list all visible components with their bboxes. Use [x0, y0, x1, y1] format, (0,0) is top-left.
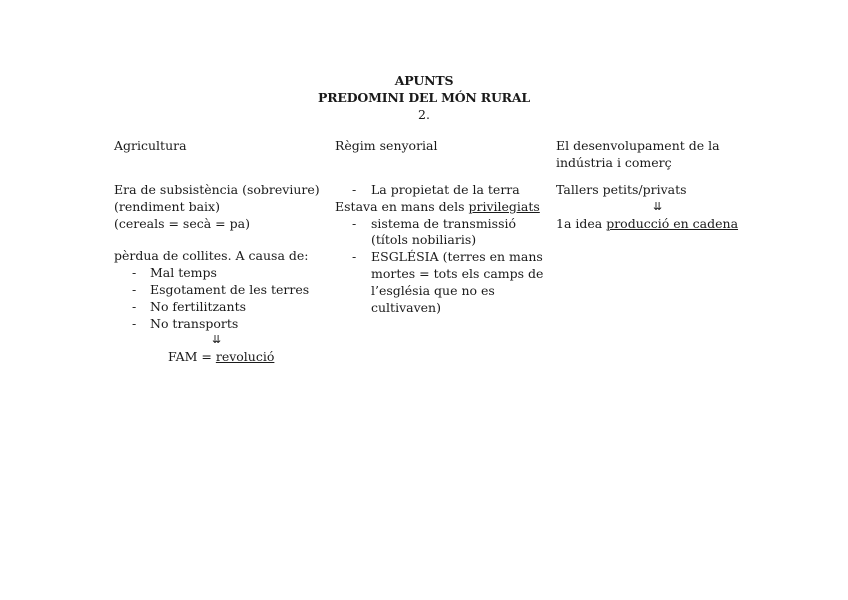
list-item-line: ESGLÉSIA (terres en mans: [371, 249, 543, 265]
column-heading: Agricultura: [114, 138, 187, 153]
list-item: [335, 249, 550, 316]
underlined-term: producció en cadena: [606, 215, 739, 231]
text-line: pèrdua de collites. A causa de:: [114, 248, 309, 264]
double-down-arrow-icon: ⇊: [653, 199, 663, 213]
text-line: Tallers petits/privats: [556, 182, 687, 197]
list-item-text: No fertilitzants: [150, 298, 247, 314]
text-line: [335, 199, 550, 216]
text-prefix: 1a idea: [556, 215, 607, 231]
bullet-dash: -: [132, 315, 137, 331]
list-item-line: sistema de transmissió: [371, 215, 517, 231]
column-regim-senyorial: [335, 138, 550, 316]
list-item: [335, 216, 550, 250]
list-item-line: cultivaven): [371, 299, 441, 315]
bullet-dash: -: [132, 281, 137, 297]
bullet-dash: -: [132, 265, 137, 281]
list-item-line: (títols nobiliaris): [371, 232, 477, 248]
document-header: [0, 73, 848, 123]
list-item: [114, 265, 324, 282]
text-line: Era de subsistència (sobreviure): [114, 182, 320, 197]
list-item-text: Mal temps: [150, 265, 217, 281]
list-item-line: mortes = tots els camps de: [371, 265, 544, 281]
heading-line: El desenvolupament de la: [556, 138, 720, 153]
column-agricultura: [114, 138, 324, 366]
column-industria-comerc: [556, 138, 746, 232]
bullet-dash: -: [352, 182, 357, 197]
document-subtitle: PREDOMINI DEL MÓN RURAL: [318, 89, 530, 105]
underlined-term: privilegiats: [468, 198, 540, 214]
spacer: [114, 172, 324, 182]
document-title: APUNTS: [394, 73, 454, 88]
list-item: [114, 299, 324, 316]
bullet-dash: -: [352, 215, 357, 231]
bullet-dash: -: [132, 298, 137, 314]
result-prefix: FAM =: [168, 349, 216, 365]
list-item-text: No transports: [150, 315, 239, 331]
bullet-dash: -: [352, 249, 357, 265]
list-item: [114, 282, 324, 299]
spacer: [556, 172, 746, 182]
spacer: [335, 172, 550, 182]
list-item-text: La propietat de la terra: [371, 182, 520, 197]
double-down-arrow-icon: ⇊: [212, 333, 222, 347]
result-underlined: revolució: [215, 349, 275, 365]
result-line: [114, 349, 324, 366]
text-line: (rendiment baix): [114, 198, 220, 214]
list-item: [114, 316, 324, 333]
text-line: (cereals = secà = pa): [114, 215, 250, 231]
column-heading: Règim senyorial: [335, 138, 438, 153]
section-number: 2.: [418, 106, 430, 122]
list-item: [335, 182, 550, 199]
text-line: [556, 216, 746, 233]
spacer: [114, 232, 324, 248]
list-item-line: l’església que no es: [371, 282, 495, 298]
heading-line: indústria i comerç: [556, 154, 672, 170]
list-item-text: Esgotament de les terres: [150, 281, 310, 297]
text-prefix: Estava en mans dels: [335, 198, 469, 214]
column-heading: [556, 138, 746, 172]
